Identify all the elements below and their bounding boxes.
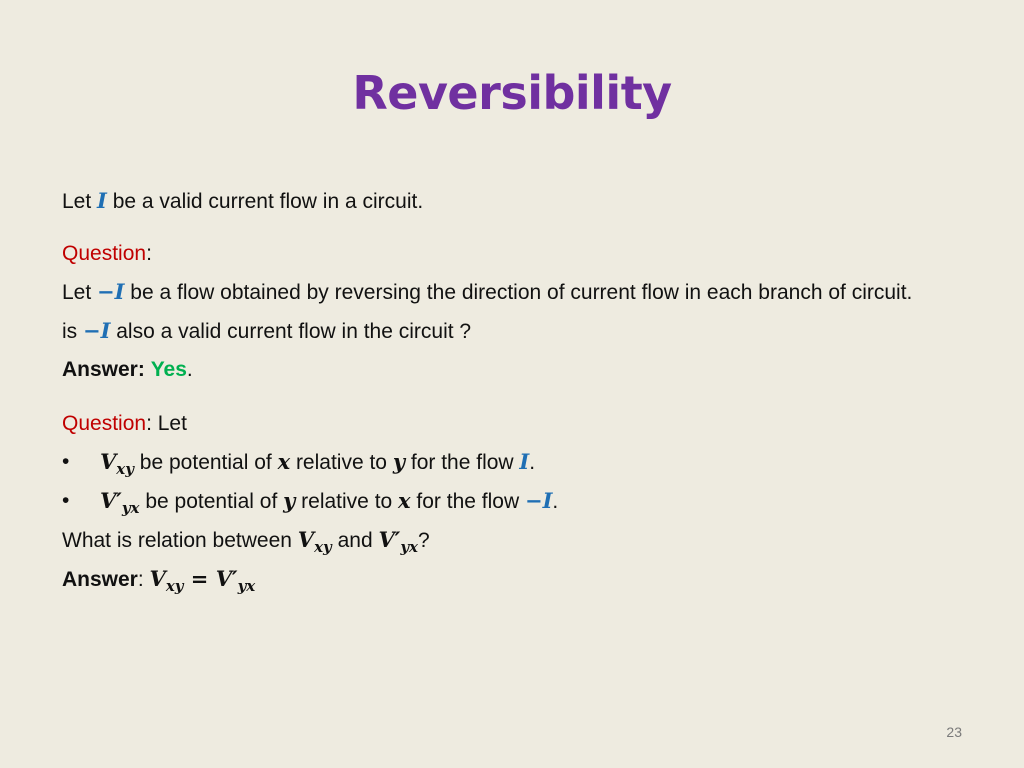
text: Let xyxy=(62,281,98,304)
var-x: x xyxy=(398,488,411,513)
subscript: yx xyxy=(121,499,140,517)
var-neg-i: −I xyxy=(524,488,553,513)
text: : xyxy=(146,242,152,265)
text: relative to xyxy=(295,490,399,513)
text: also a valid current flow in the circuit ? xyxy=(110,320,472,343)
text: relative to xyxy=(290,451,393,474)
text: for the flow xyxy=(410,490,525,513)
text: . xyxy=(186,358,193,381)
question-1-text xyxy=(62,277,962,308)
answer-2 xyxy=(62,564,962,595)
text: : xyxy=(137,568,150,591)
question-label: Question xyxy=(62,242,147,265)
answer-value: Yes xyxy=(150,358,187,381)
subscript: yx xyxy=(400,538,418,556)
equals-sign: = xyxy=(183,566,216,591)
var-y: y xyxy=(392,449,406,474)
symbol: V′ xyxy=(378,527,401,552)
var-v-prime-yx xyxy=(100,488,140,517)
var-i: I xyxy=(519,449,530,474)
bullet-icon: • xyxy=(62,489,70,512)
text: : Let xyxy=(146,412,187,435)
var-v-prime-yx xyxy=(215,566,256,595)
subscript: xy xyxy=(165,577,184,595)
text: . xyxy=(552,490,559,513)
text: Let xyxy=(62,190,98,213)
var-v-xy xyxy=(149,566,184,595)
question-1-label xyxy=(62,239,962,269)
text: . xyxy=(529,451,536,474)
var-v-prime-yx xyxy=(378,527,418,556)
text: is xyxy=(62,320,83,343)
bullet-item-2 xyxy=(62,486,962,517)
slide-body xyxy=(62,186,962,595)
subscript: yx xyxy=(237,577,256,595)
var-neg-i: −I xyxy=(97,279,125,304)
var-neg-i: −I xyxy=(83,318,111,343)
text: be potential of xyxy=(139,490,284,513)
answer-1 xyxy=(62,355,962,385)
text: ? xyxy=(418,529,430,552)
subscript: xy xyxy=(314,538,332,556)
var-y: y xyxy=(283,488,296,513)
question-2-label xyxy=(62,409,962,439)
answer-label: Answer: xyxy=(62,358,145,381)
text: for the flow xyxy=(405,451,520,474)
bullet-icon: • xyxy=(62,450,70,473)
symbol: V xyxy=(100,449,117,474)
question-label: Question xyxy=(62,412,147,435)
symbol: V xyxy=(297,527,315,552)
symbol: V′ xyxy=(215,566,238,591)
subscript: xy xyxy=(116,460,134,478)
answer-label: Answer xyxy=(62,568,138,591)
text: What is relation between xyxy=(62,529,298,552)
text: be potential of xyxy=(133,451,278,474)
symbol: V xyxy=(149,566,166,591)
var-x: x xyxy=(277,449,291,474)
slide-title: Reversibility xyxy=(352,66,672,120)
text: be a valid current flow in a circuit. xyxy=(106,190,424,213)
page-number: 23 xyxy=(946,724,962,740)
var-i: I xyxy=(97,188,107,213)
bullet-item-1 xyxy=(62,447,962,478)
var-v-xy xyxy=(100,449,134,478)
relation-question xyxy=(62,525,962,556)
symbol: V′ xyxy=(100,488,122,513)
text: be a flow obtained by reversing the direction of current flow in each branch of circuit. xyxy=(124,281,913,304)
question-1-ask xyxy=(62,316,962,347)
text: and xyxy=(331,529,379,552)
var-v-xy xyxy=(297,527,332,556)
intro-line xyxy=(62,186,962,217)
